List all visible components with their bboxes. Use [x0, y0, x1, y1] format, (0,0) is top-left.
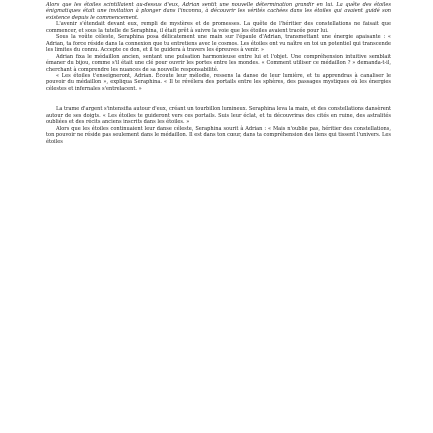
paragraph: « Les étoiles t'enseigneront, Adrian. Écoute leur mélodie, ressens la danse de leur lumière, et tu apprendras à canaliser le pouvoir du médaillon », expliqua Seraphina. « Il te révélera des portails entre les sphères, des passages mystiques où les énergies célestes et infernales s'entrelacent. » [46, 72, 391, 92]
paragraph: Alors que les étoiles scintillaient au-dessus d'eux, Adrian sentit une nouvelle détermination grandir en lui. La quête des étoiles énigmatiques était une invitation à plonger dans l'inconnu, à découvrir les vérités cachées dans les étoiles qui avaient guidé son existence depuis le commencement. [46, 2, 391, 21]
paragraph: Alors que les étoiles continuaient leur danse céleste, Seraphina sourit à Adrian : « Mais n'oublie pas, héritier des constellations, ton pouvoir ne réside pas seulement dans le médaillon. Il est dans ton cœur, dans ta compréhension des liens qui tissent l'univers. Les étoiles [46, 125, 391, 145]
text-block-upper [46, 0, 391, 92]
text-block-lower [46, 106, 391, 145]
paragraph: La trame d'argent s'intensifia autour d'eux, créant un tourbillon lumineux. Seraphina leva la main, et des constellations dansèrent autour de ses doigts. « Les étoiles te guideront vers ces portails. Suis leur éclat, et tu découvriras des cités en ruine, des astralités oubliées et des récits anciens inscrits dans les étoiles. » [46, 106, 391, 126]
paragraph: Adrian fixa le médaillon ancien, sentant une pulsation harmonieuse entre lui et l'objet. Une compréhension intuitive semblait émaner du bijou, comme s'il était une clé pour ouvrir les portes entre les mondes. « Comment utiliser ce médaillon ? » demanda-t-il, cherchant à comprendre les nuances de sa nouvelle responsabilité. [46, 53, 391, 73]
paragraph: Sous la voûte céleste, Seraphina posa délicatement une main sur l'épaule d'Adrian, transmettant une énergie apaisante : « Adrian, ta force réside dans la connexion que tu entretiens avec le cosmos. Les étoiles ont vu naître en toi un potentiel qui transcende les limites du connu. Accepte ce don, et il te guidera à travers les épreuves à venir. » [46, 34, 391, 54]
paragraph: L'avenir s'étendait devant eux, rempli de mystères et de promesses. La quête de l'héritier des constellations ne faisait que commencer, et sous la tutelle de Seraphina, il était prêt à suivre la voie que les étoiles avaient tracée pour lui. [46, 21, 391, 34]
